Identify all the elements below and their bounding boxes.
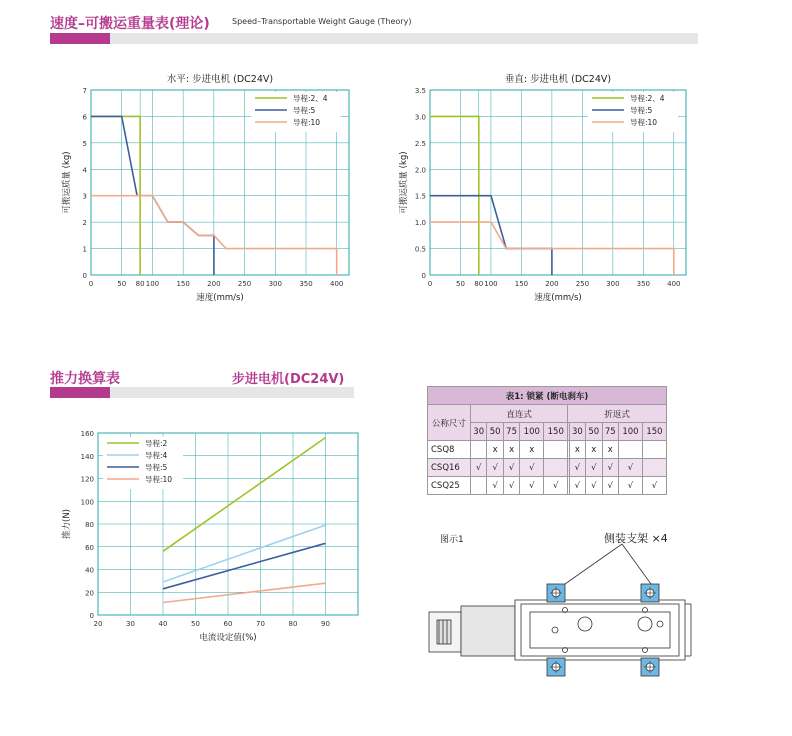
stroke-header: 50	[487, 423, 503, 441]
stroke-header: 30	[569, 423, 585, 441]
legend-label: 导程:2	[145, 439, 168, 448]
y-tick-label: 160	[80, 430, 94, 438]
x-tick-label: 150	[176, 280, 190, 288]
table-cell	[618, 441, 642, 459]
table-cell: √	[487, 459, 503, 477]
table-cell	[471, 477, 487, 495]
legend-label: 导程:5	[293, 106, 316, 115]
stroke-header: 150	[642, 423, 666, 441]
x-tick-label: 400	[667, 280, 681, 288]
x-tick-label: 150	[514, 280, 529, 288]
section1-bar	[50, 33, 698, 44]
y-tick-label: 60	[85, 543, 94, 552]
table-cell: √	[471, 459, 487, 477]
x-tick-label: 350	[636, 280, 651, 288]
table-cell	[642, 459, 666, 477]
y-tick-label: 3.0	[414, 113, 426, 122]
x-axis-label: 电流设定值(%)	[199, 633, 257, 643]
x-tick-label: 250	[575, 280, 590, 288]
y-tick-label: 3.5	[414, 87, 426, 95]
table-cell: x	[520, 441, 544, 459]
y-tick-label: 140	[80, 452, 94, 461]
stroke-header: 75	[503, 423, 519, 441]
stroke-header: 30	[471, 423, 487, 441]
table-cell: x	[487, 441, 503, 459]
legend-label: 导程:5	[630, 106, 653, 115]
x-tick-label: 40	[158, 620, 168, 628]
x-tick-label: 60	[223, 620, 233, 628]
y-tick-label: 0	[421, 272, 426, 280]
legend-label: 导程:10	[145, 475, 173, 484]
horizontal-chart	[55, 70, 365, 315]
section2-bar	[50, 387, 354, 398]
y-tick-label: 120	[80, 475, 94, 484]
y-tick-label: 2	[82, 219, 87, 228]
legend-label: 导程:10	[293, 118, 321, 127]
y-tick-label: 1.0	[414, 219, 426, 228]
y-axis-label: 可搬运质量 (kg)	[62, 151, 72, 214]
y-axis-label: 推力(N)	[62, 509, 72, 539]
table-cell: √	[618, 477, 642, 495]
stroke-header: 150	[544, 423, 568, 441]
table-cell	[544, 441, 568, 459]
lock-table-caption: 表1: 锁紧 (断电刹车)	[428, 387, 667, 405]
legend-label: 导程:4	[145, 451, 168, 460]
y-tick-label: 5	[82, 139, 87, 148]
table-cell: x	[586, 441, 602, 459]
table-cell: √	[487, 477, 503, 495]
table-cell: √	[503, 477, 519, 495]
table-cell: √	[520, 477, 544, 495]
group-folded: 折返式	[568, 405, 667, 423]
x-tick-label: 100	[145, 280, 160, 288]
y-tick-label: 0	[82, 272, 87, 280]
table-cell: √	[586, 459, 602, 477]
row-size: CSQ16	[428, 459, 471, 477]
vertical-chart	[392, 70, 702, 315]
table-cell	[471, 441, 487, 459]
row-size: CSQ8	[428, 441, 471, 459]
y-tick-label: 0.5	[414, 245, 426, 254]
stroke-header: 75	[602, 423, 618, 441]
table-cell: x	[569, 441, 585, 459]
actuator-drawing	[425, 540, 695, 680]
legend-label: 导程:10	[630, 118, 658, 127]
table-cell: √	[520, 459, 544, 477]
x-tick-label: 0	[427, 280, 433, 288]
x-tick-label: 200	[207, 280, 221, 288]
table-cell: √	[586, 477, 602, 495]
row-size: CSQ25	[428, 477, 471, 495]
y-tick-label: 2.5	[414, 139, 426, 148]
legend-label: 导程:2、4	[630, 94, 665, 103]
section2-motor: 步进电机(DC24V)	[232, 372, 345, 387]
series-line	[163, 583, 326, 602]
table-row	[428, 441, 667, 459]
x-tick-label: 400	[330, 280, 344, 288]
y-tick-label: 7	[82, 87, 87, 95]
x-tick-label: 350	[299, 280, 313, 288]
section1-subtitle: Speed–Transportable Weight Gauge (Theory)	[232, 17, 412, 26]
y-tick-label: 2.0	[414, 166, 426, 175]
x-tick-label: 300	[606, 280, 620, 288]
y-tick-label: 3	[82, 192, 87, 201]
figure1-label: 图示1	[440, 535, 464, 545]
x-tick-label: 30	[126, 620, 135, 628]
y-tick-label: 40	[85, 566, 94, 575]
y-tick-label: 80	[85, 521, 94, 529]
table-cell: √	[602, 459, 618, 477]
y-tick-label: 0	[89, 612, 94, 620]
table-cell: √	[544, 477, 568, 495]
x-axis-label: 速度(mm/s)	[196, 293, 244, 303]
table-cell: √	[618, 459, 642, 477]
x-axis-label: 速度(mm/s)	[534, 293, 582, 303]
y-tick-label: 1	[82, 245, 87, 254]
table-cell	[642, 441, 666, 459]
table-cell: √	[569, 477, 585, 495]
x-tick-label: 90	[321, 620, 330, 628]
x-tick-label: 80	[288, 620, 298, 628]
table-cell: √	[503, 459, 519, 477]
x-tick-label: 50	[191, 620, 200, 628]
x-tick-label: 80	[135, 280, 145, 288]
row-header-label: 公称尺寸	[428, 405, 471, 441]
group-direct: 直连式	[471, 405, 568, 423]
thrust-chart	[55, 425, 365, 650]
chart-title: 水平: 步进电机 (DC24V)	[166, 74, 274, 85]
y-tick-label: 1.5	[414, 192, 426, 201]
section1-title: 速度–可搬运重量表(理论)	[50, 16, 210, 32]
lock-table	[427, 386, 667, 495]
x-tick-label: 100	[484, 280, 498, 288]
table-row	[428, 477, 667, 495]
figure1-callout: 侧装支架 ×4	[604, 532, 668, 545]
table-cell	[544, 459, 568, 477]
x-tick-label: 250	[237, 280, 252, 288]
y-axis-label: 可搬运质量 (kg)	[399, 151, 409, 214]
x-tick-label: 300	[268, 280, 282, 288]
series-line	[163, 543, 326, 589]
table-cell: √	[642, 477, 666, 495]
section2-title: 推力换算表	[50, 371, 120, 387]
y-tick-label: 100	[80, 498, 94, 507]
x-tick-label: 50	[456, 280, 465, 288]
y-tick-label: 20	[85, 589, 94, 598]
x-tick-label: 80	[474, 280, 484, 288]
x-tick-label: 0	[88, 280, 94, 288]
table-cell: √	[602, 477, 618, 495]
chart-title: 垂直: 步进电机 (DC24V)	[504, 74, 612, 85]
y-tick-label: 4	[82, 166, 87, 175]
table-cell: √	[569, 459, 585, 477]
legend-label: 导程:5	[145, 463, 168, 472]
legend-label: 导程:2、4	[293, 94, 328, 103]
y-tick-label: 6	[82, 113, 87, 122]
x-tick-label: 20	[93, 620, 103, 628]
x-tick-label: 200	[545, 280, 559, 288]
x-tick-label: 70	[256, 620, 265, 628]
stroke-header: 100	[520, 423, 544, 441]
stroke-header: 50	[586, 423, 602, 441]
x-tick-label: 50	[117, 280, 127, 288]
stroke-header: 100	[618, 423, 642, 441]
table-row	[428, 459, 667, 477]
table-cell: x	[602, 441, 618, 459]
table-cell: x	[503, 441, 519, 459]
